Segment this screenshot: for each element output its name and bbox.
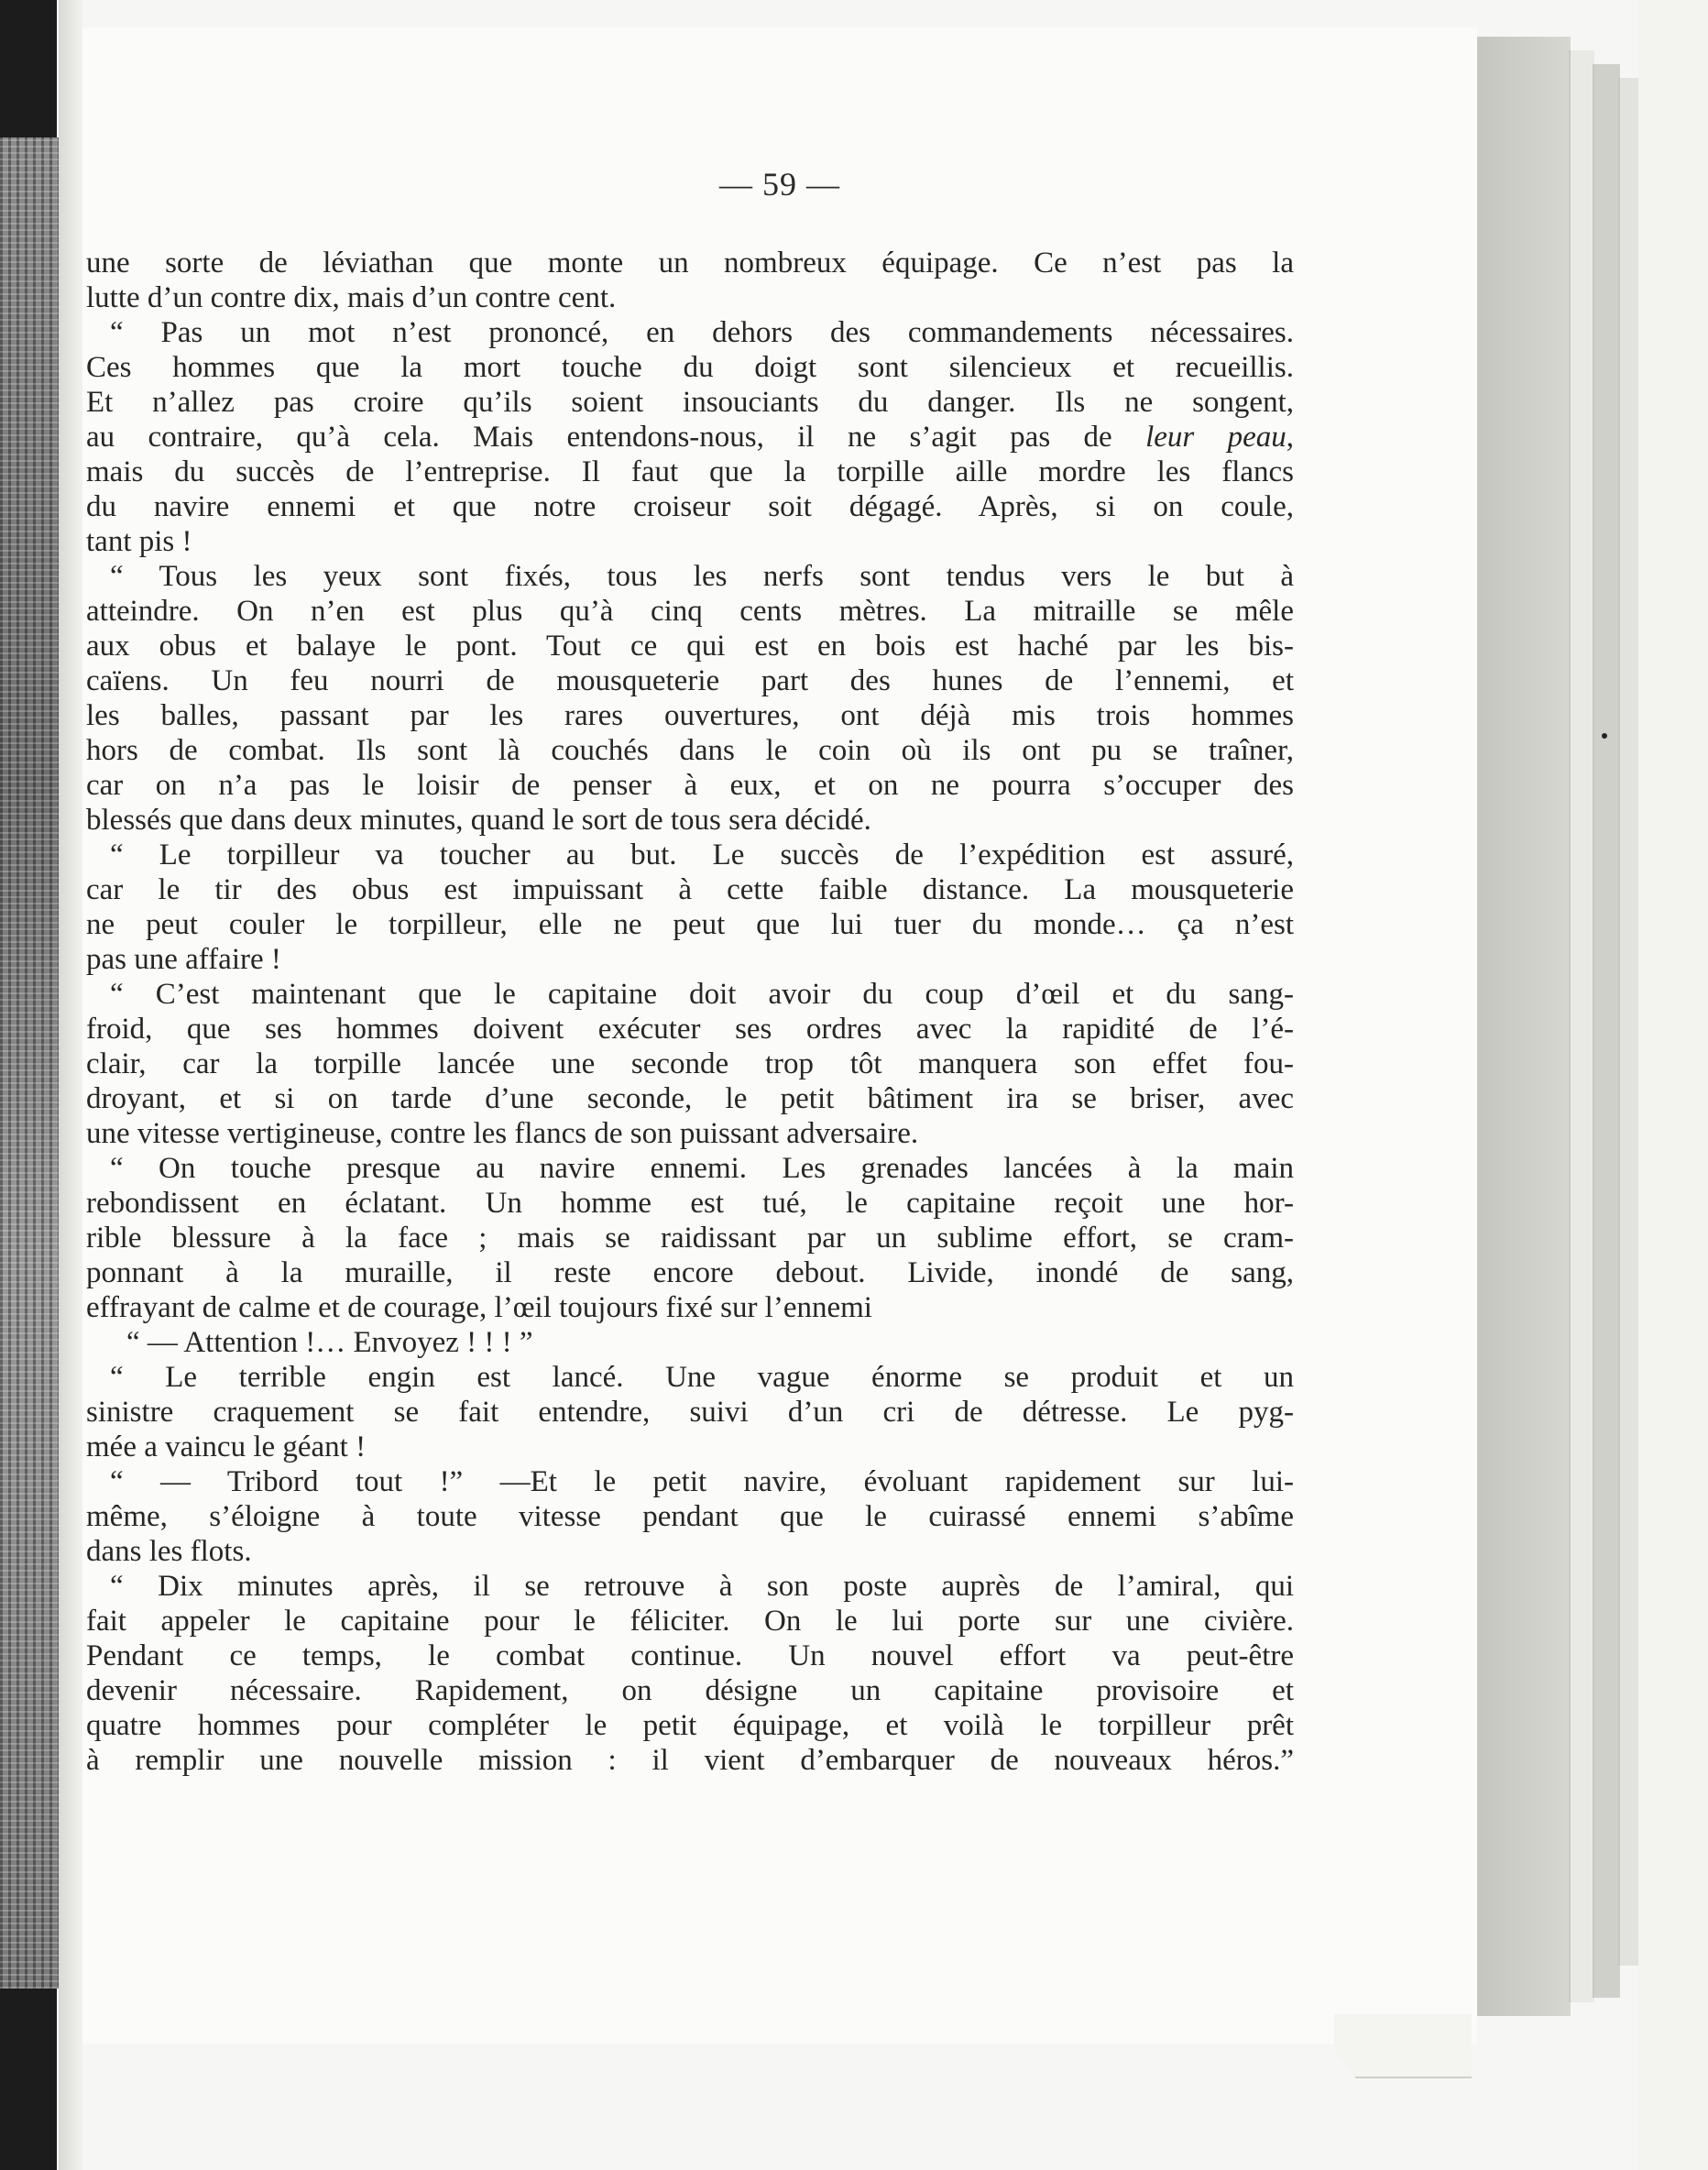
- text-line: ne peut couler le torpilleur, elle ne peut que lui tuer du monde… ça n’est: [86, 908, 1294, 941]
- text-line: “ On touche presque au navire ennemi. Les grenades lancées à la main: [110, 1152, 1294, 1185]
- text-line: caïens. Un feu nourri de mousqueterie part des hunes de l’ennemi, et: [86, 664, 1294, 697]
- text-line: à remplir une nouvelle mission : il vient d’embarquer de nouveaux héros.”: [86, 1744, 1294, 1777]
- text-line: car on n’a pas le loisir de penser à eux, et on ne pourra s’occuper des: [86, 769, 1294, 802]
- text-line: “ C’est maintenant que le capitaine doit avoir du coup d’œil et du sang-: [110, 978, 1294, 1011]
- text-line: “ Dix minutes après, il se retrouve à son poste auprès de l’amiral, qui: [110, 1570, 1294, 1603]
- page-stack-edge: [1569, 50, 1594, 2002]
- text-line: les balles, passant par les rares ouvertures, ont déjà mis trois hommes: [86, 699, 1294, 732]
- background: [1638, 0, 1708, 2170]
- text-line: clair, car la torpille lancée une seconde trop tôt manquera son effet fou-: [86, 1047, 1294, 1080]
- book-page: [82, 27, 1477, 2044]
- left-page-engraving: [0, 137, 62, 1989]
- text-line: devenir nécessaire. Rapidement, on désigne un capitaine provisoire et: [86, 1674, 1294, 1707]
- text-line: hors de combat. Ils sont là couchés dans le coin où ils ont pu se traîner,: [86, 734, 1294, 767]
- text-line: du navire ennemi et que notre croiseur soit dégagé. Après, si on coule,: [86, 490, 1294, 523]
- text-line: au contraire, qu’à cela. Mais entendons-nous, il ne s’agit pas de leur peau,: [86, 421, 1294, 454]
- text-line: effrayant de calme et de courage, l’œil toujours fixé sur l’ennemi: [86, 1291, 872, 1324]
- text-line: lutte d’un contre dix, mais d’un contre cent.: [86, 281, 617, 314]
- ink-spot: [1602, 733, 1607, 739]
- text-line: mais du succès de l’entreprise. Il faut que la torpille aille mordre les flancs: [86, 455, 1294, 488]
- body-text: [86, 246, 1294, 1778]
- page-number: — 59 —: [719, 166, 840, 203]
- page-corner-tab: [1334, 2014, 1472, 2078]
- text-line: Et n’allez pas croire qu’ils soient insouciants du danger. Ils ne songent,: [86, 386, 1294, 419]
- text-line: “ Tous les yeux sont fixés, tous les nerfs sont tendus vers le but à: [110, 560, 1294, 593]
- text-line: car le tir des obus est impuissant à cette faible distance. La mousqueterie: [86, 873, 1294, 906]
- text-line: “ Le torpilleur va toucher au but. Le succès de l’expédition est assuré,: [110, 838, 1294, 871]
- text-line: rible blessure à la face ; mais se raidissant par un sublime effort, se cram-: [86, 1222, 1294, 1255]
- text-line: rebondissent en éclatant. Un homme est tué, le capitaine reçoit une hor-: [86, 1187, 1294, 1220]
- text-line: “ Pas un mot n’est prononcé, en dehors des commandements nécessaires.: [110, 316, 1294, 349]
- text-line: “ Le terrible engin est lancé. Une vague énorme se produit et un: [110, 1361, 1294, 1394]
- text-line: fait appeler le capitaine pour le féliciter. On le lui porte sur une civière.: [86, 1605, 1294, 1638]
- text-line: Pendant ce temps, le combat continue. Un nouvel effort va peut-être: [86, 1639, 1294, 1672]
- text-line: Ces hommes que la mort touche du doigt sont silencieux et recueillis.: [86, 351, 1294, 384]
- text-line: sinistre craquement se fait entendre, suivi d’un cri de détresse. Le pyg-: [86, 1396, 1294, 1429]
- text-line: “ — Attention !… Envoyez ! ! ! ”: [126, 1326, 533, 1359]
- text-line: une sorte de léviathan que monte un nombreux équipage. Ce n’est pas la: [86, 247, 1294, 279]
- text-line: tant pis !: [86, 525, 192, 558]
- text-line: “ — Tribord tout !” —Et le petit navire, évoluant rapidement sur lui-: [110, 1465, 1294, 1498]
- page-stack-edge: [1477, 37, 1571, 2016]
- text-line: quatre hommes pour compléter le petit équipage, et voilà le torpilleur prêt: [86, 1709, 1294, 1742]
- text-line: aux obus et balaye le pont. Tout ce qui est en bois est haché par les bis-: [86, 630, 1294, 663]
- text-line: dans les flots.: [86, 1535, 252, 1568]
- text-line: mée a vaincu le géant !: [86, 1430, 367, 1463]
- text-line: droyant, et si on tarde d’une seconde, le petit bâtiment ira se briser, avec: [86, 1082, 1294, 1115]
- page-stack-edge: [1593, 64, 1620, 1998]
- text-line: pas une affaire !: [86, 943, 281, 976]
- text-line: froid, que ses hommes doivent exécuter ses ordres avec la rapidité de l’é-: [86, 1013, 1294, 1046]
- text-line: blessés que dans deux minutes, quand le sort de tous sera décidé.: [86, 804, 871, 837]
- page-stack-edge: [1618, 78, 1640, 1966]
- text-line: une vitesse vertigineuse, contre les flancs de son puissant adversaire.: [86, 1117, 919, 1150]
- text-line: atteindre. On n’en est plus qu’à cinq cents mètres. La mitraille se mêle: [86, 595, 1294, 628]
- text-line: même, s’éloigne à toute vitesse pendant que le cuirassé ennemi s’abîme: [86, 1500, 1294, 1533]
- book-gutter: [59, 0, 82, 2170]
- text-line: ponnant à la muraille, il reste encore debout. Livide, inondé de sang,: [86, 1256, 1294, 1289]
